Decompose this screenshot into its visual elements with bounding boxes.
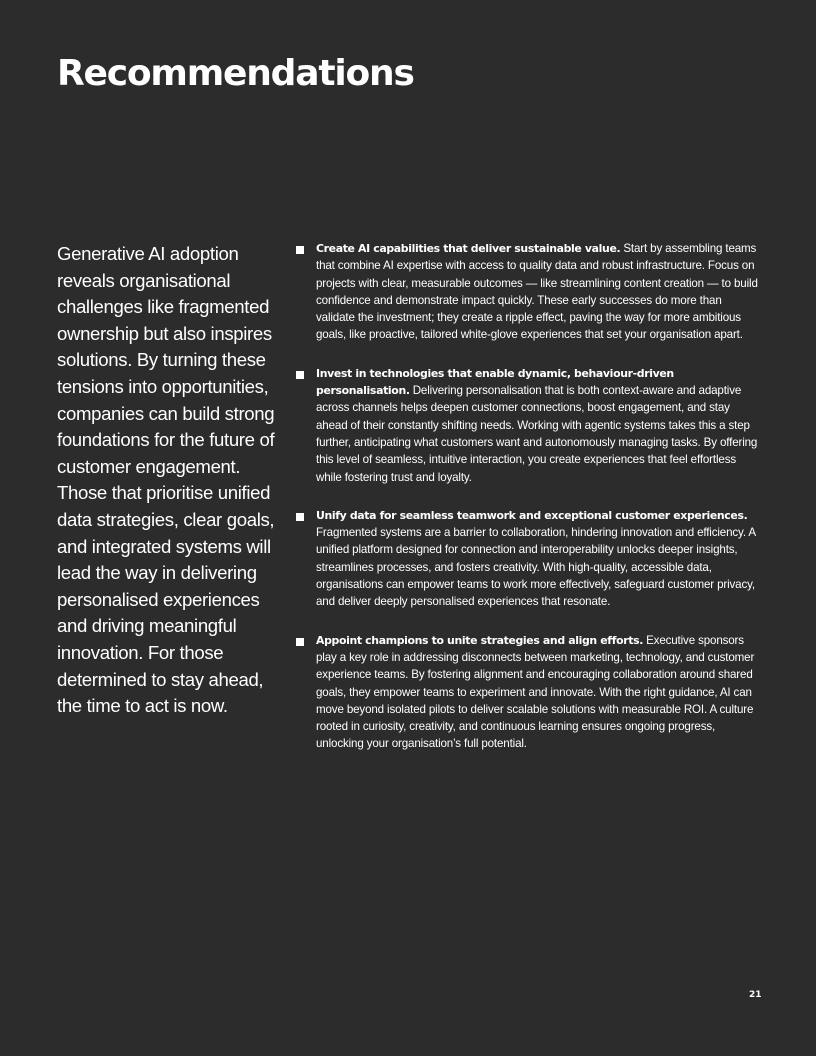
recommendation-item [296,632,758,753]
recommendation-item [296,507,758,611]
recommendation-item [296,240,758,344]
square-bullet-icon [296,513,304,521]
square-bullet-icon [296,371,304,379]
recommendation-item [296,365,758,486]
recommendations-list [296,240,758,774]
recommendation-body: Executive sponsors play a key role in addressing disconnects between marketing, technology, and customer experience teams. By fostering alignment and encouraging collaboration around shared goals, they empower teams to experiment and innovate. With the right guidance, AI can move beyond isolated pilots to deliver scalable solutions with measurable ROI. A culture rooted in curiosity, creativity, and continuous learning ensures ongoing progress, unlocking your organisation’s full potential. [316,633,755,751]
recommendation-body: Fragmented systems are a barrier to collaboration, hindering innovation and efficiency. A unified platform designed for connection and interoperability unlocks deeper insights, streamlines processes, and fosters creativity. With high-quality, accessible data, organisations can empower teams to work more effectively, safeguard customer privacy, and deliver deeply personalised experiences that resonate. [316,526,756,609]
recommendation-heading: Unify data for seamless teamwork and exceptional customer experiences. [316,508,748,522]
square-bullet-icon [296,246,304,254]
square-bullet-icon [296,638,304,646]
recommendation-body: Start by assembling teams that combine AI expertise with access to quality data and robust infrastructure. Focus on projects with clear, measurable outcomes — like streamlining content creation — to build confidence and demonstrate impact quickly. These early successes do more than validate the investment; they create a ripple effect, paving the way for more ambitious goals, like proactive, tailored white-glove experiences that set your organisation apart. [316,242,758,342]
page-number: 21 [749,990,762,1000]
page-title: Recommendations [57,53,414,94]
recommendation-heading: Appoint champions to unite strategies and align efforts. [316,633,644,647]
recommendation-heading: Invest in technologies that enable dynamic, behaviour-driven personalisation. [316,366,674,398]
intro-paragraph: Generative AI adoption reveals organisational challenges like fragmented ownership but also inspires solutions. By turning these tensions into opportunities, companies can build strong foundations for the future of customer engagement. Those that prioritise unified data strategies, clear goals, and integrated systems will lead the way in delivering personalised experiences and driving meaningful innovation. For those determined to stay ahead, the time to act is now. [57,243,275,717]
recommendation-heading: Create AI capabilities that deliver sustainable value. [316,242,621,255]
recommendation-body: Delivering personalisation that is both context-aware and adaptive across channels helps deepen customer connections, boost engagement, and stay ahead of their constantly shifting needs. Working with agentic systems takes this a step further, anticipating what customers want and autonomously managing tasks. By offering this level of seamless, intuitive interaction, you create experiences that feel effortless while fostering trust and loyalty. [316,384,758,484]
